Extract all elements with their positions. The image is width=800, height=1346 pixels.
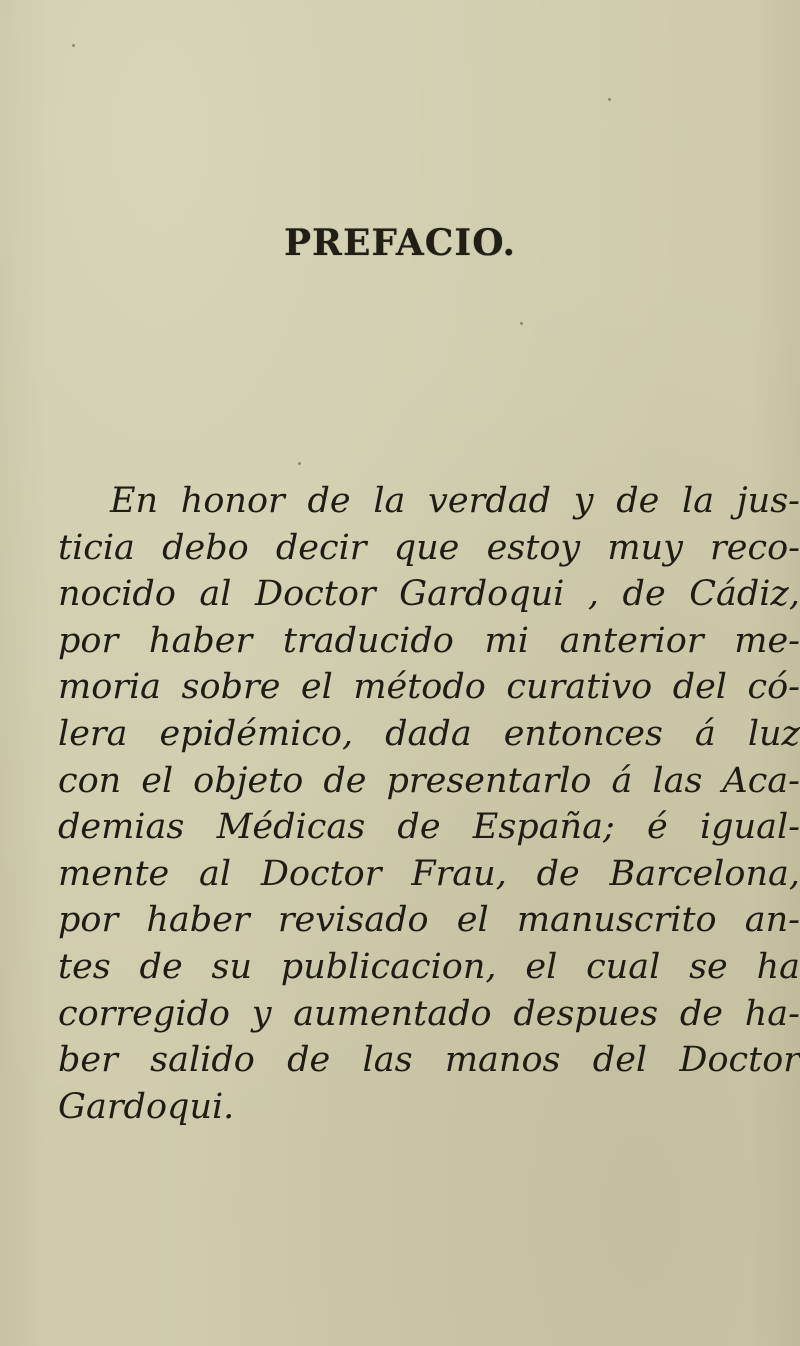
text-line: nocido al Doctor Gardoqui , de Cádiz, — [58, 574, 800, 615]
paper-speck — [520, 322, 523, 325]
preface-paragraph — [58, 478, 800, 1130]
text-line: ticia debo decir que estoy muy reco- — [58, 527, 800, 568]
paper-speck — [608, 98, 611, 101]
text-line: con el objeto de presentarlo á las Aca- — [58, 760, 800, 801]
text-line: tes de su publicacion, el cual se ha — [58, 946, 800, 987]
text-line: corregido y aumentado despues de ha- — [58, 993, 800, 1034]
page-heading: PREFACIO. — [283, 222, 517, 264]
paper-speck — [298, 462, 301, 465]
text-line: lera epidémico, dada entonces á luz — [58, 713, 800, 754]
paper-speck — [72, 44, 75, 47]
text-line: por haber revisado el manuscrito an- — [58, 900, 800, 941]
text-line: demias Médicas de España; é igual- — [58, 807, 800, 848]
text-line: mente al Doctor Frau, de Barcelona, — [58, 853, 800, 894]
text-line: moria sobre el método curativo del có- — [58, 667, 800, 708]
text-line: En honor de la verdad y de la jus- — [110, 481, 800, 521]
text-line: por haber traducido mi anterior me- — [58, 620, 800, 661]
text-line: ber salido de las manos del Doctor — [58, 1040, 800, 1081]
text-line: Gardoqui. — [58, 1086, 235, 1127]
